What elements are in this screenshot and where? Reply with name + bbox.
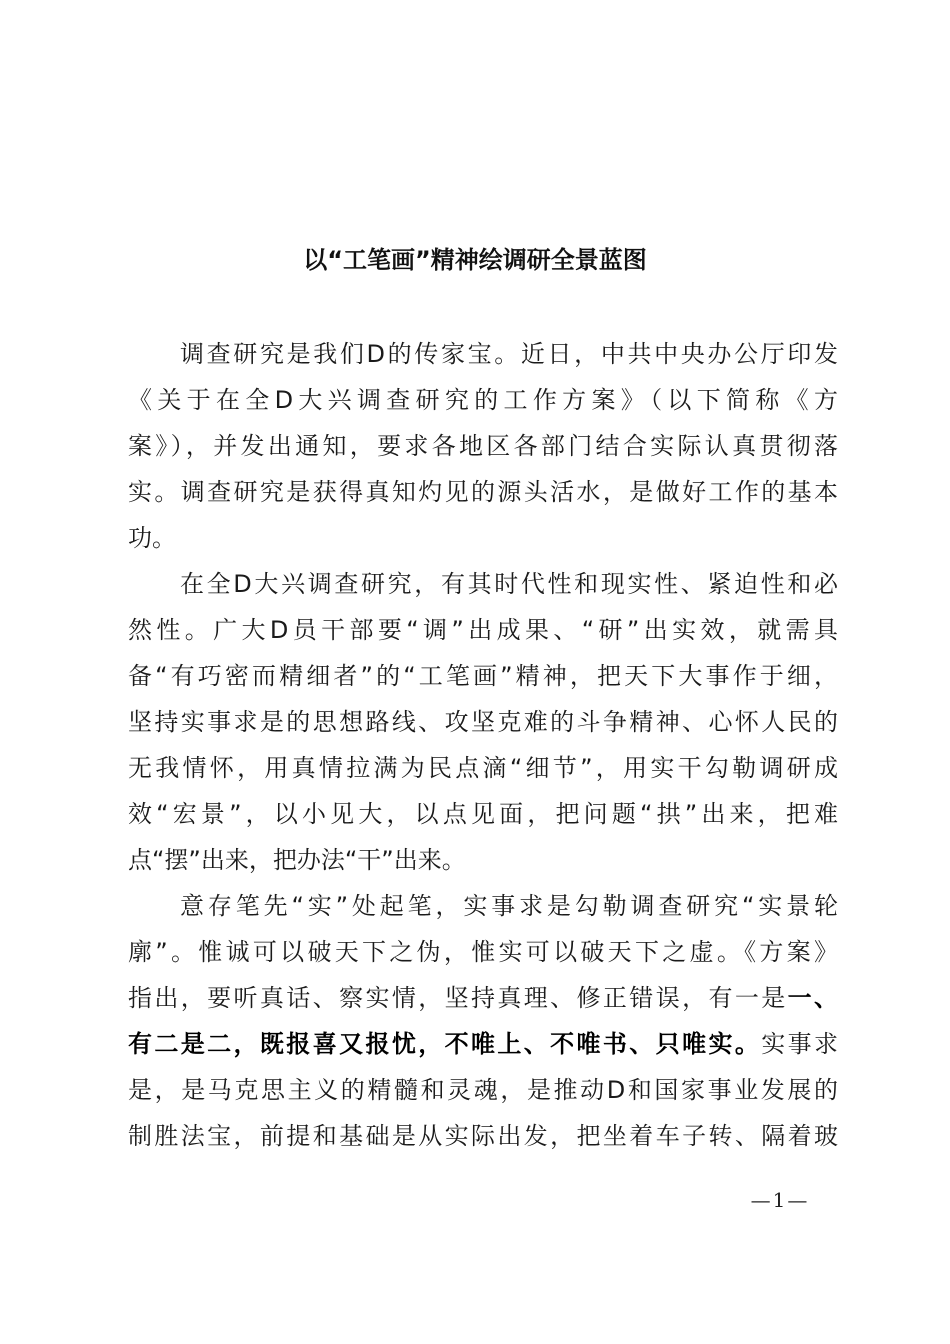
paragraph-1-line-4: 实。调查研究是获得真知灼见的源头活水，是做好工作的基本 [128, 478, 838, 506]
paragraph-2-line-1: 在全D大兴调查研究，有其时代性和现实性、紧迫性和必 [180, 570, 838, 598]
paragraph-3-line-1: 意存笔先“实”处起笔，实事求是勾勒调查研究“实景轮 [180, 892, 838, 920]
document-body [128, 331, 838, 1159]
paragraph-3-line-4-rest: 实事求 [761, 1030, 839, 1058]
paragraph-3-line-3-text: 指出，要听真话、察实情，坚持真理、修正错误，有一是 [128, 984, 788, 1012]
paragraph-3-line-2: 廓”。惟诚可以破天下之伪，惟实可以破天下之虚。《方案》 [128, 938, 838, 966]
paragraph-1-line-1: 调查研究是我们D的传家宝。近日，中共中央办公厅印发 [180, 340, 838, 368]
paragraph-2-line-3: 备“有巧密而精细者”的“工笔画”精神，把天下大事作于细， [128, 662, 838, 690]
paragraph-3-line-5: 是，是马克思主义的精髓和灵魂，是推动D和国家事业发展的 [128, 1076, 838, 1104]
document-title: 以“工笔画”精神绘调研全景蓝图 [303, 246, 647, 274]
paragraph-2-line-4: 坚持实事求是的思想路线、攻坚克难的斗争精神、心怀人民的 [128, 708, 838, 736]
paragraph-1-line-2: 《关于在全D大兴调查研究的工作方案》（以下简称《方 [128, 386, 838, 414]
paragraph-1-line-5: 功。 [128, 524, 176, 552]
paragraph-3-line-6: 制胜法宝，前提和基础是从实际出发，把坐着车子转、隔着玻 [128, 1122, 838, 1150]
paragraph-2-line-2: 然性。广大D员干部要“调”出成果、“研”出实效，就需具 [128, 616, 838, 644]
paragraph-2-line-6: 效“宏景”，以小见大，以点见面，把问题“拱”出来，把难 [128, 800, 838, 828]
bold-emphasis-text: 有二是二，既报喜又报忧，不唯上、不唯书、只唯实。 [128, 1030, 762, 1058]
page-number: —1— [750, 1188, 810, 1212]
paragraph-2-line-7: 点“摆”出来，把办法“干”出来。 [128, 846, 466, 874]
paragraph-2-line-5: 无我情怀，用真情拉满为民点滴“细节”，用实干勾勒调研成 [128, 754, 838, 782]
paragraph-1-line-3: 案》），并发出通知，要求各地区各部门结合实际认真贯彻落 [128, 432, 838, 460]
paragraph-3-line-4 [128, 1021, 838, 1067]
paragraph-3-line-3 [128, 975, 838, 1021]
bold-emphasis-start: 一、 [787, 984, 839, 1012]
